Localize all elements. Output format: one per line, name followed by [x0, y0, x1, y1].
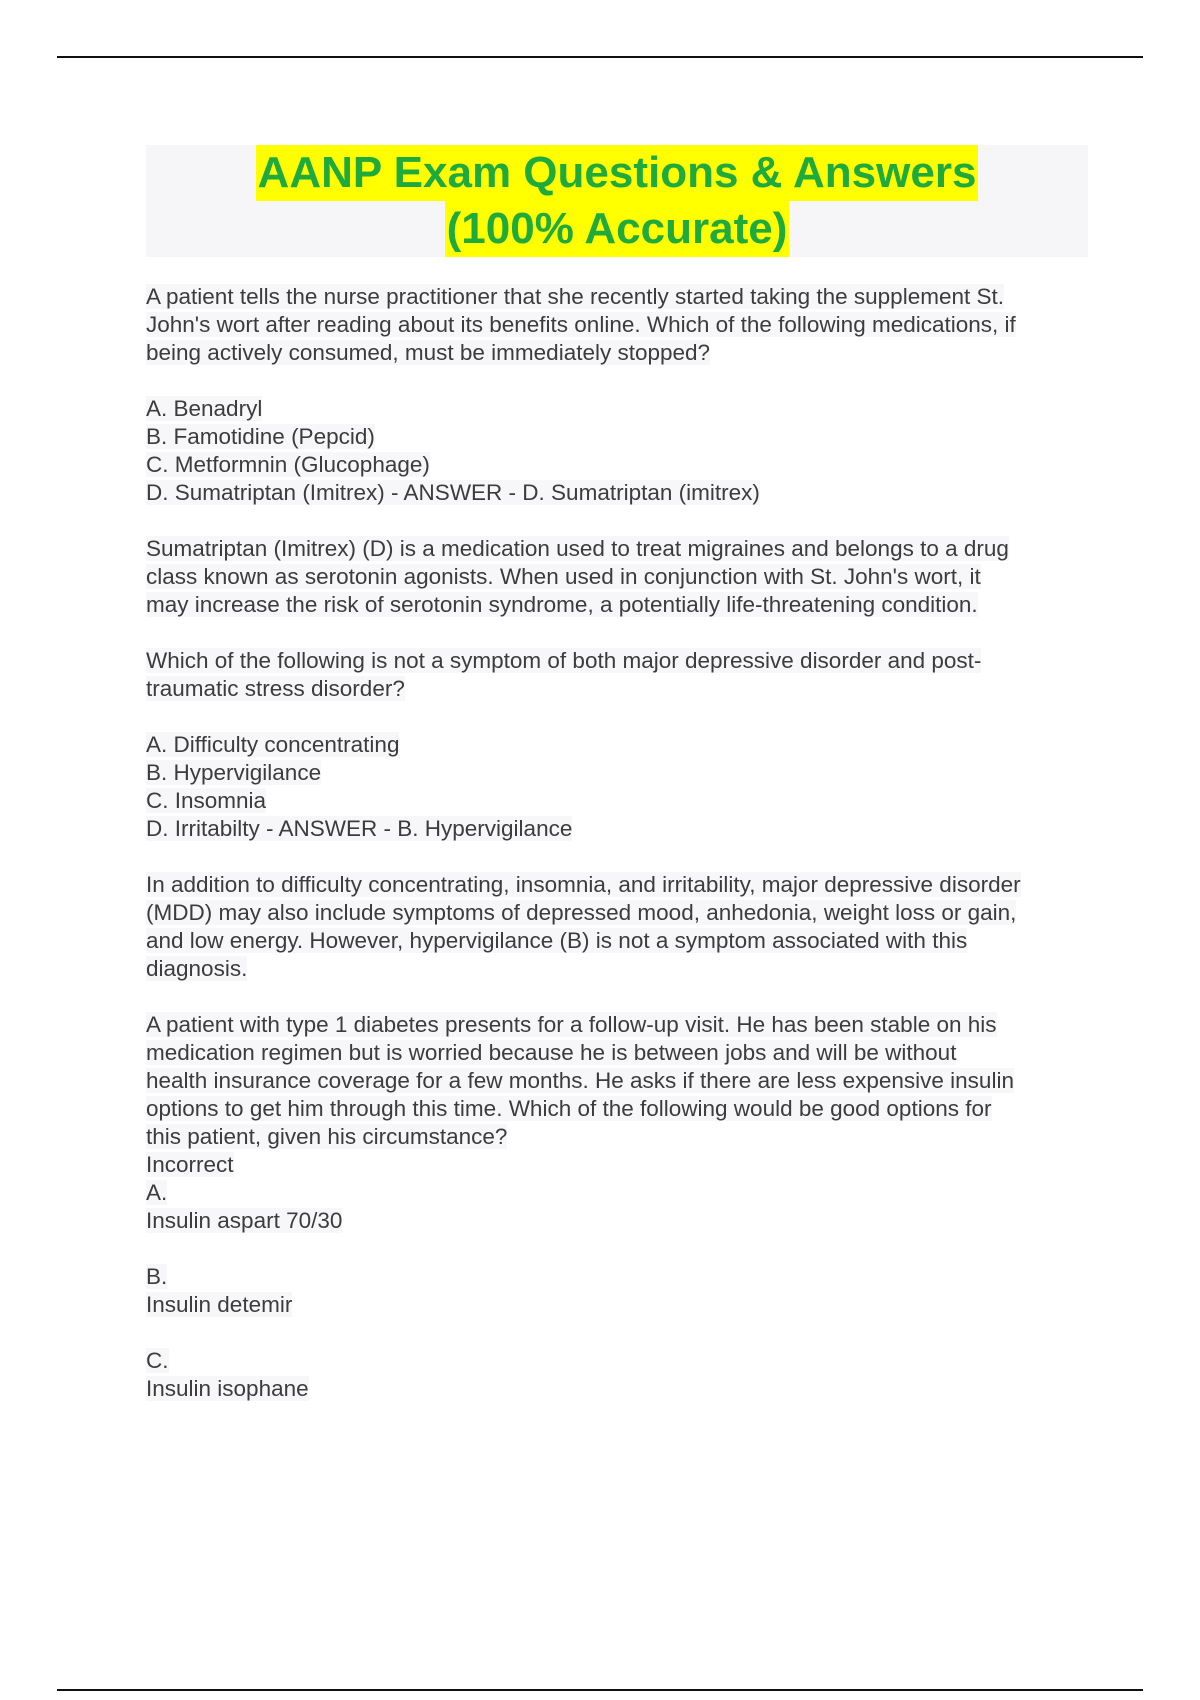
q3-status: Incorrect [146, 1152, 234, 1177]
q3-option-a-letter: A. [146, 1180, 168, 1205]
q2-option-c: C. Insomnia [146, 788, 267, 813]
q2-explanation-line: diagnosis. [146, 956, 248, 981]
q2-explanation-line: (MDD) may also include symptoms of depressed mood, anhedonia, weight loss or gain, [146, 900, 1017, 925]
q3-option-c-letter: C. [146, 1348, 169, 1373]
q3-option-c-text: Insulin isophane [146, 1376, 309, 1401]
q2-explanation-line: In addition to difficulty concentrating, insomnia, and irritability, major depressive disorder [146, 872, 1021, 897]
bottom-rule [57, 1689, 1143, 1691]
q1-question-line: John's wort after reading about its benefits online. Which of the following medications, if [146, 312, 1016, 337]
q1-option-d-answer: D. Sumatriptan (Imitrex) - ANSWER - D. Sumatriptan (imitrex) [146, 480, 760, 505]
q3-option-c [146, 1347, 1096, 1403]
q3-option-b-text: Insulin detemir [146, 1292, 293, 1317]
q1-options [146, 395, 1096, 507]
q3-option-a-text: Insulin aspart 70/30 [146, 1208, 343, 1233]
q1-option-c: C. Metformnin (Glucophage) [146, 452, 430, 477]
q1-question-line: being actively consumed, must be immediately stopped? [146, 340, 711, 365]
q3-question [146, 1011, 1096, 1235]
q3-question-line: medication regimen but is worried because he is between jobs and will be without [146, 1040, 957, 1065]
q2-option-b: B. Hypervigilance [146, 760, 322, 785]
q2-option-a: A. Difficulty concentrating [146, 732, 400, 757]
q2-options [146, 731, 1096, 843]
document-title [146, 145, 1088, 257]
q1-option-b: B. Famotidine (Pepcid) [146, 424, 375, 449]
q3-option-b [146, 1263, 1096, 1319]
q2-question [146, 647, 1096, 703]
title-line-1: AANP Exam Questions & Answers [256, 145, 979, 201]
q3-question-line: this patient, given his circumstance? [146, 1124, 508, 1149]
q1-explanation-line: class known as serotonin agonists. When used in conjunction with St. John's wort, it [146, 564, 981, 589]
q2-question-line: traumatic stress disorder? [146, 676, 405, 701]
q2-option-d-answer: D. Irritabilty - ANSWER - B. Hypervigilance [146, 816, 573, 841]
q3-question-line: options to get him through this time. Which of the following would be good options for [146, 1096, 992, 1121]
q1-explanation-line: Sumatriptan (Imitrex) (D) is a medication used to treat migraines and belongs to a drug [146, 536, 1009, 561]
q1-question [146, 283, 1096, 367]
q1-question-line: A patient tells the nurse practitioner that she recently started taking the supplement St. [146, 284, 1004, 309]
q3-question-line: A patient with type 1 diabetes presents for a follow-up visit. He has been stable on his [146, 1012, 997, 1037]
q1-explanation-line: may increase the risk of serotonin syndrome, a potentially life-threatening condition. [146, 592, 978, 617]
title-line-2: (100% Accurate) [445, 201, 790, 257]
q3-question-line: health insurance coverage for a few months. He asks if there are less expensive insulin [146, 1068, 1014, 1093]
q2-explanation-line: and low energy. However, hypervigilance (B) is not a symptom associated with this [146, 928, 968, 953]
q2-question-line: Which of the following is not a symptom of both major depressive disorder and post- [146, 648, 982, 673]
document-body [146, 283, 1096, 1431]
top-rule [57, 56, 1143, 58]
q1-explanation [146, 535, 1096, 619]
q1-option-a: A. Benadryl [146, 396, 263, 421]
q3-option-b-letter: B. [146, 1264, 168, 1289]
q2-explanation [146, 871, 1096, 983]
